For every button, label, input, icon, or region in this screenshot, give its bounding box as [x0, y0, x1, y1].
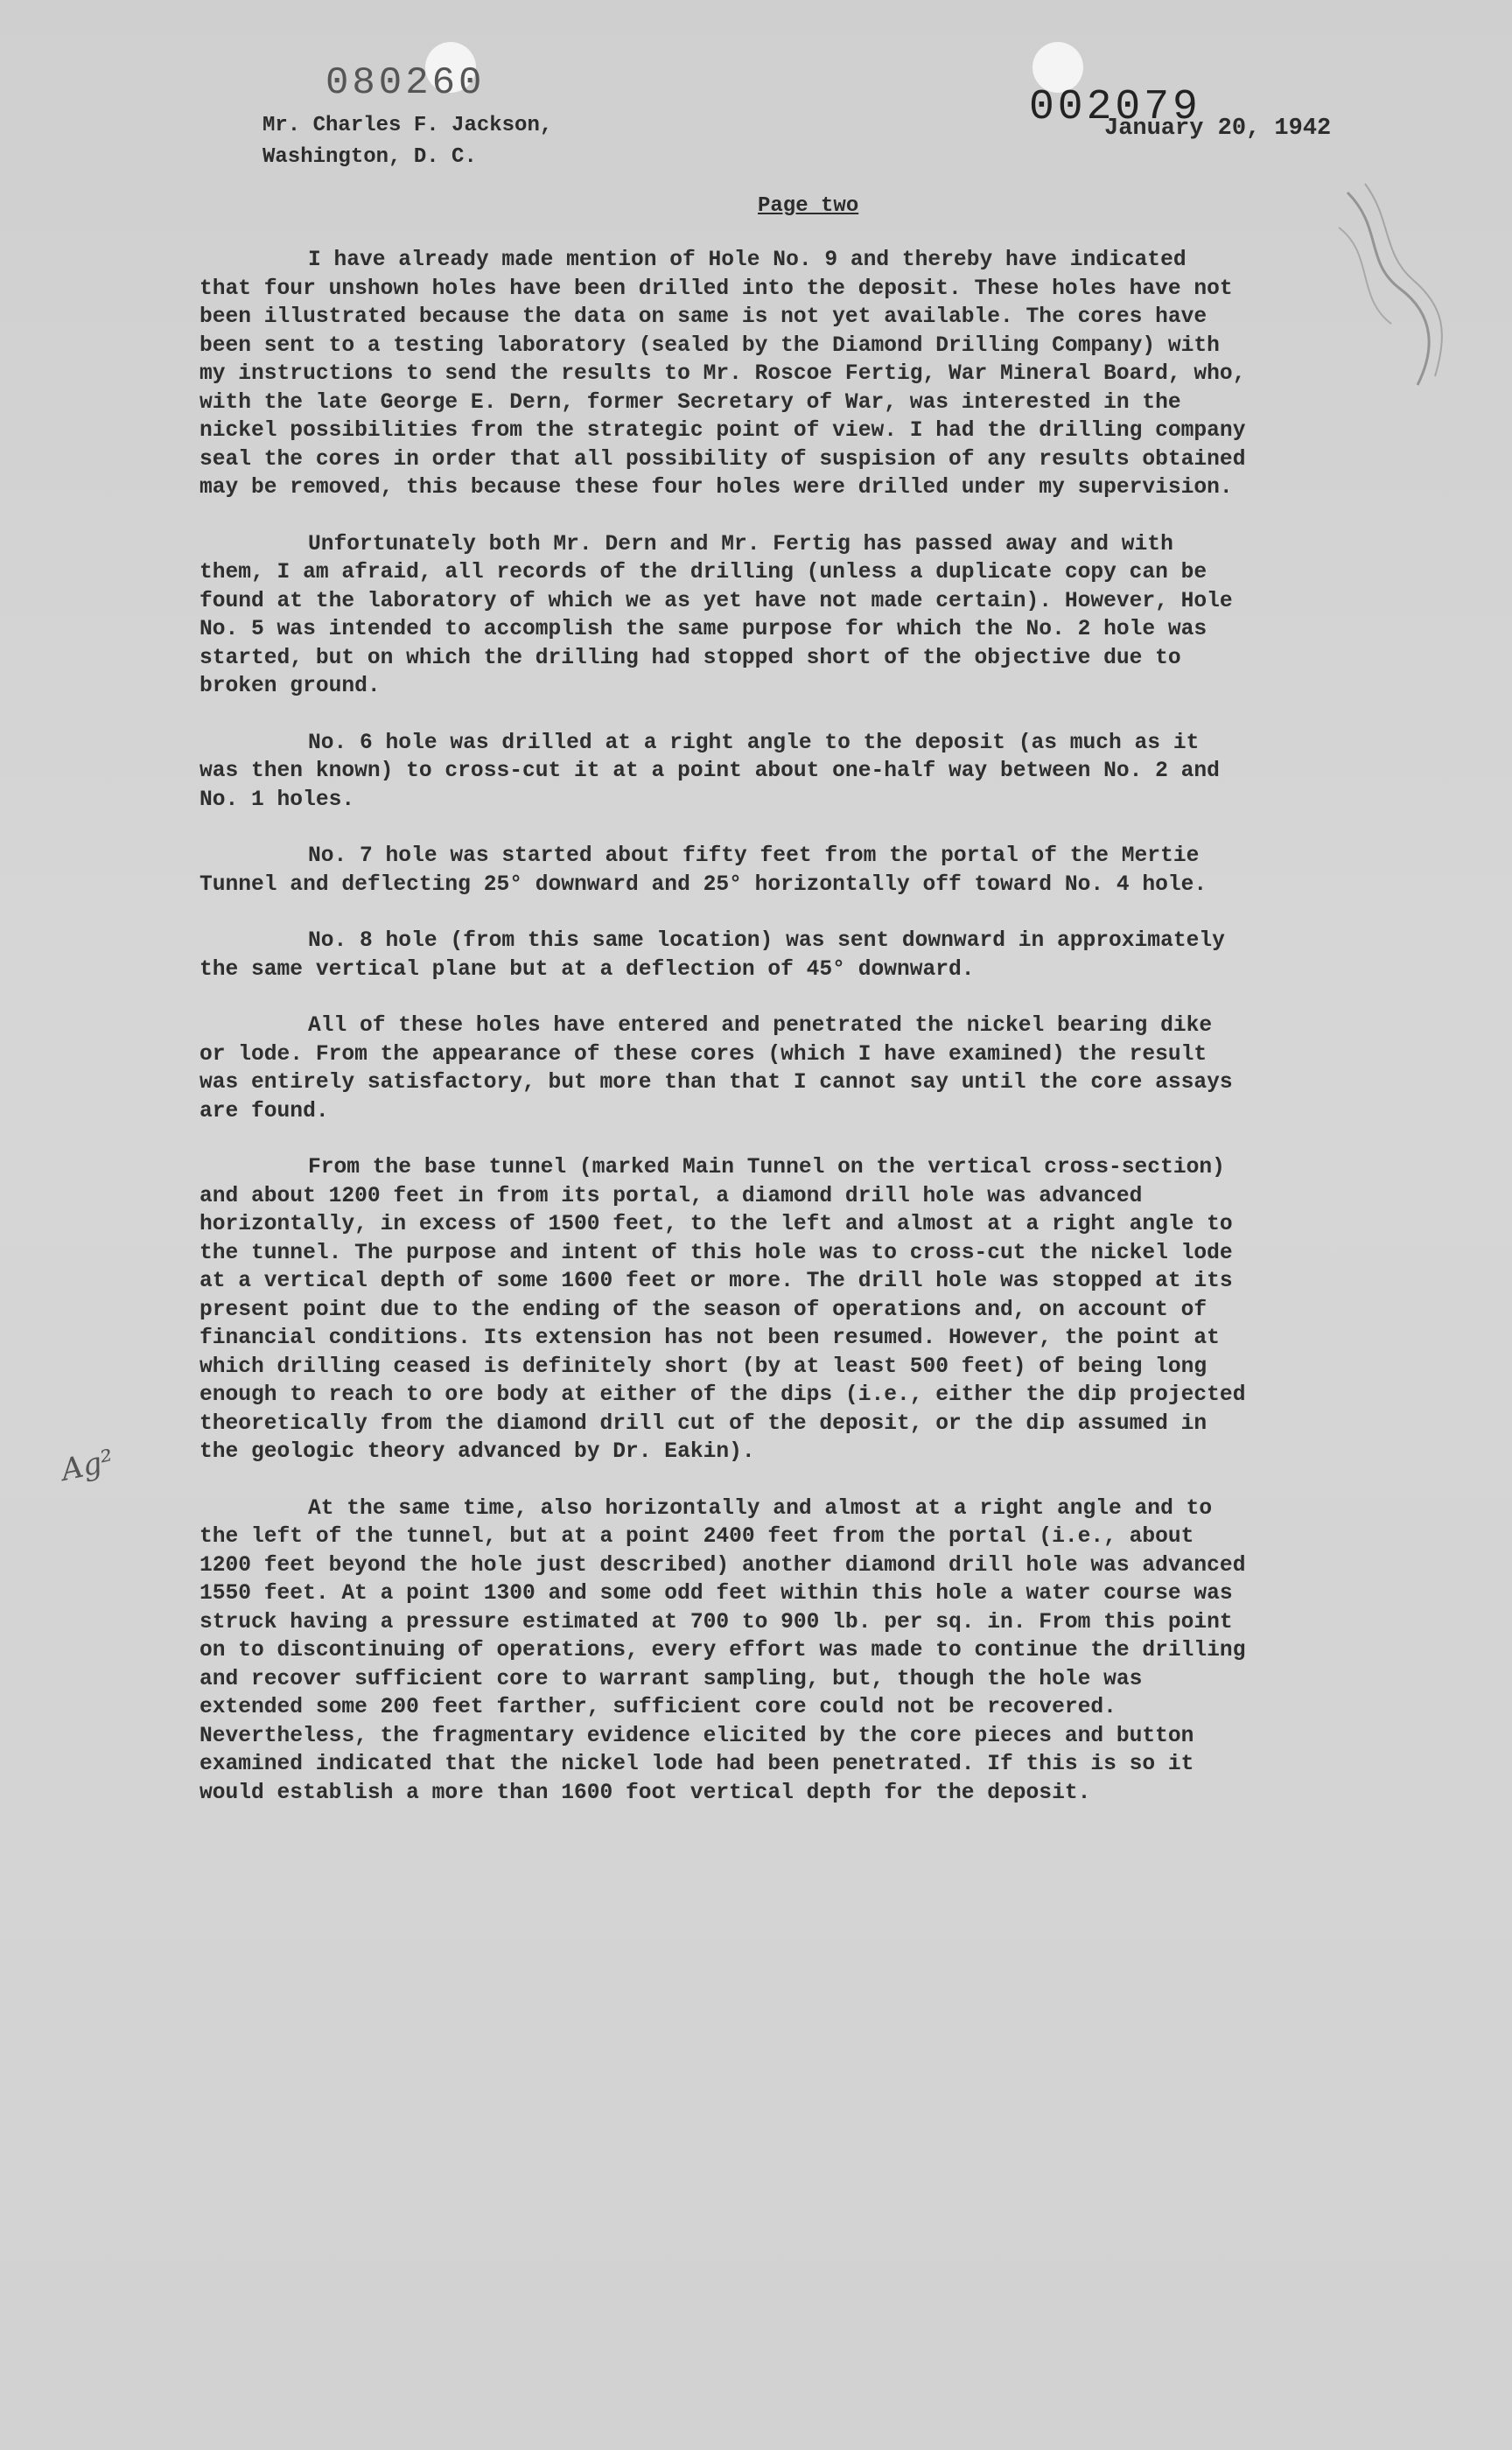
- paragraph-hole-seven: No. 7 hole was started about fifty feet from the portal of the Mertie Tunnel and deflecting 25° downward and 25° horizontally off toward No. 4 hole.: [200, 844, 1213, 897]
- paragraph-base-tunnel: From the base tunnel (marked Main Tunnel on the vertical cross-section) and about 1200 feet in from its portal, a diamond drill hole was advanced horizontally, in excess of 1500 feet, to the left and almost at a right angle to the tunnel. The purpose and intent of this hole was to cross-cut the nickel lode at a vertical depth of some 1600 feet or more. The drill hole was stopped at its present point due to the ending of the season of operations and, on account of financial conditions. Its extension has not been resumed. However, the point at which drilling ceased is definitely short (by at least 500 feet) of being long enough to reach to ore body at either of the dips (i.e., either the dip projected theoretically from the diamond drill cut of the deposit, or the dip assumed in the geologic theory advanced by Dr. Eakin).: [200, 1156, 1259, 1464]
- archive-stamp-left: 080260: [326, 61, 486, 105]
- paragraph-hole-eight: No. 8 hole (from this same location) was sent downward in approximately the same vertical plane but at a deflection of 45° downward.: [200, 929, 1238, 982]
- page-heading: Page two: [758, 194, 859, 218]
- letter-date: January 20, 1942: [1104, 116, 1332, 142]
- letter-body: [200, 247, 1259, 1836]
- paragraph-cores-result: All of these holes have entered and penetrated the nickel bearing dike or lode. From the appearance of these cores (which I have examined) the result was entirely satisfactory, but more than that I cannot say until the core assays are found.: [200, 1014, 1246, 1124]
- margin-scribble-mark: [1330, 175, 1470, 402]
- handwritten-margin-note: Ag²: [58, 1443, 117, 1488]
- paragraph-second-hole: At the same time, also horizontally and almost at a right angle and to the left of the tunnel, but at a point 2400 feet from the portal (i.e., about 1200 feet beyond the hole just described) another diamond drill hole was advanced 1550 feet. At a point 1300 and some odd feet within this hole a water course was struck having a pressure estimated at 700 to 900 lb. per sq. in. From this point on to discontinuing of operations, every effort was made to continue the drilling and recover sufficient core to warrant sampling, but, though the hole was extended some 200 feet farther, sufficient core could not be recovered. Nevertheless, the fragmentary evidence elicited by the core pieces and button examined indicated that the nickel lode had been penetrated. If this is so it would establish a more than 1600 foot vertical depth for the deposit.: [200, 1496, 1259, 1805]
- addressee-block: [262, 110, 552, 173]
- paragraph-records-lost: Unfortunately both Mr. Dern and Mr. Fertig has passed away and with them, I am afraid, all records of the drilling (unless a duplicate copy can be found at the laboratory of which we as yet have not made certain). However, Hole No. 5 was intended to accomplish the same purpose for which the No. 2 hole was started, but on which the drilling had stopped short of the objective due to broken ground.: [200, 532, 1246, 698]
- addressee-name: Mr. Charles F. Jackson,: [262, 114, 553, 137]
- paragraph-hole-six: No. 6 hole was drilled at a right angle to the deposit (as much as it was then known) to cross-cut it at a point about one-half way between No. 2 and No. 1 holes.: [200, 731, 1233, 812]
- archive-stamp-right: 002079: [1029, 84, 1201, 131]
- addressee-city: Washington, D. C.: [262, 145, 477, 169]
- paragraph-hole-nine: I have already made mention of Hole No. 9 and thereby have indicated that four unshown holes have been drilled into the deposit. These holes have not been illustrated because the data on same is not yet available. The cores have been sent to a testing laboratory (sealed by the Diamond Drilling Company) with my instructions to send the results to Mr. Roscoe Fertig, War Mineral Board, who, with the late George E. Dern, former Secretary of War, was interested in the nickel possibilities from the strategic point of view. I had the drilling company seal the cores in order that all possibility of suspision of any results obtained may be removed, this because these four holes were drilled under my supervision.: [200, 248, 1259, 500]
